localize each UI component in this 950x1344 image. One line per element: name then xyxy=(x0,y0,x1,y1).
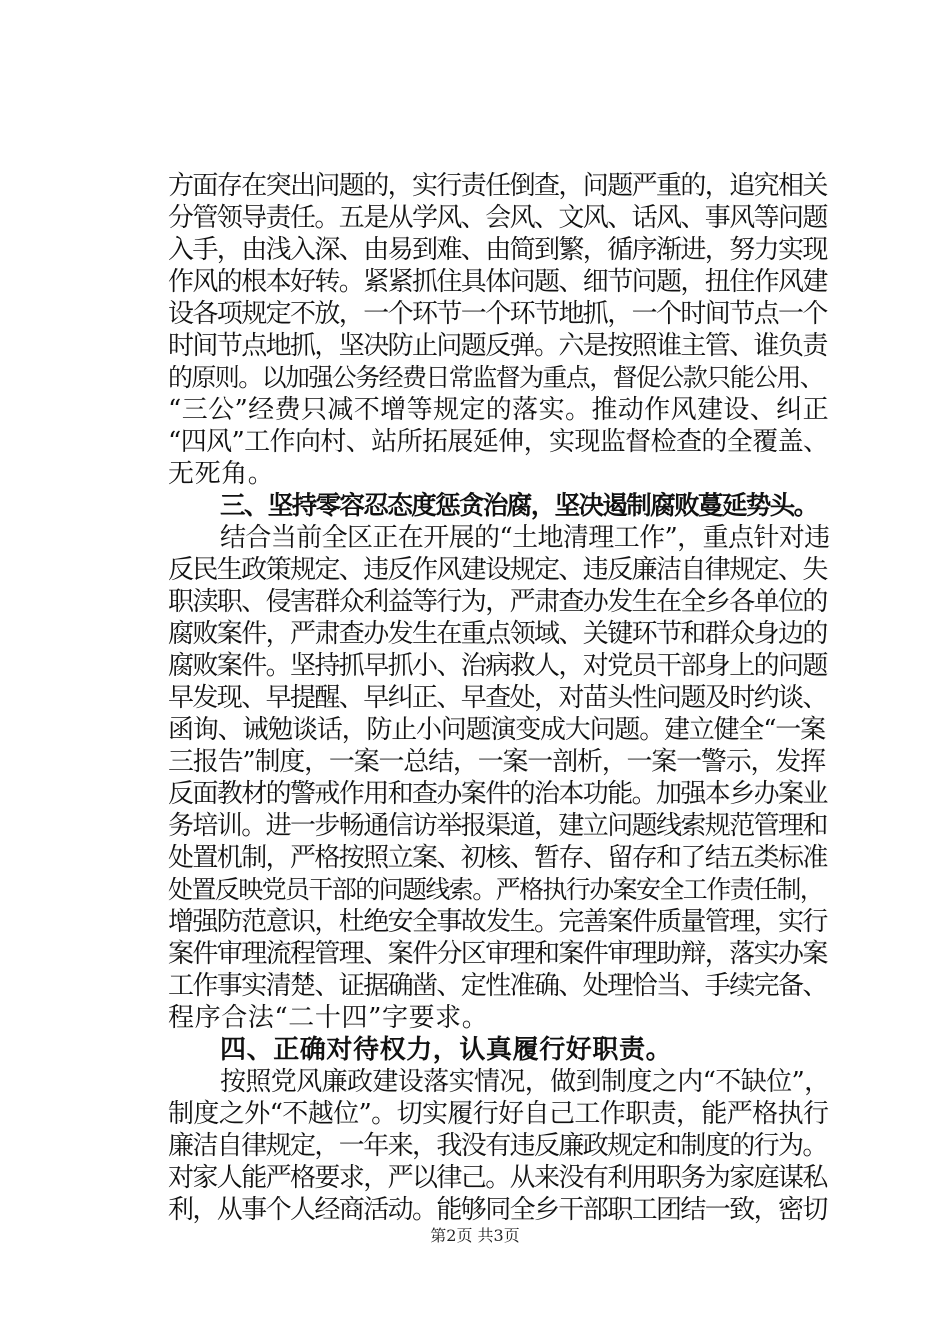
paragraph-line: 工作事实清楚、证据确凿、定性准确、处理恰当、手续完备、 xyxy=(168,971,827,1001)
paragraph-line: 增强防范意识，杜绝安全事故发生。完善案件质量管理，实行 xyxy=(168,907,827,937)
paragraph-line: 案件审理流程管理、案件分区审理和案件审理助辩，落实办案 xyxy=(168,939,827,969)
paragraph-line: 入手，由浅入深、由易到难、由简到繁，循序渐进，努力实现 xyxy=(168,235,827,265)
paragraph-line: 分管领导责任。五是从学风、会风、文风、话风、事风等问题 xyxy=(168,203,827,233)
paragraph-line: 廉洁自律规定，一年来，我没有违反廉政规定和制度的行为。 xyxy=(168,1131,827,1161)
paragraph-line: “四风”工作向村、站所拓展延伸，实现监督检查的全覆盖、 xyxy=(168,427,829,457)
paragraph-line: 的原则。以加强公务经费日常监督为重点，督促公款只能公用、 xyxy=(168,363,824,392)
page-footer: 第2页 共3页 xyxy=(430,1226,520,1245)
section-heading: 四、正确对待权力，认真履行好职责。 xyxy=(220,1035,673,1065)
paragraph-line: 作风的根本好转。紧紧抓住具体问题、细节问题，扭住作风建 xyxy=(168,267,827,297)
paragraph-line: 无死角。 xyxy=(168,459,275,489)
paragraph-line: 三报告”制度，一案一总结，一案一剖析，一案一警示，发挥 xyxy=(168,747,825,777)
paragraph-line: 方面存在突出问题的，实行责任倒查，问题严重的，追究相关 xyxy=(168,171,827,201)
paragraph-line: 早发现、早提醒、早纠正、早查处，对苗头性问题及时约谈、 xyxy=(168,683,827,713)
paragraph-line: 时间节点地抓，坚决防止问题反弹。六是按照谁主管、谁负责 xyxy=(168,331,827,361)
paragraph-line: 设各项规定不放，一个环节一个环节地抓，一个时间节点一个 xyxy=(168,299,827,329)
paragraph-line: 腐败案件，严肃查办发生在重点领域、关键环节和群众身边的 xyxy=(168,619,827,649)
paragraph-line: 反民生政策规定、违反作风建设规定、违反廉洁自律规定、失 xyxy=(168,555,827,585)
paragraph-line: 制度之外“不越位”。切实履行好自己工作职责，能严格执行 xyxy=(168,1099,829,1129)
paragraph-line: 利，从事个人经商活动。能够同全乡干部职工团结一致，密切 xyxy=(168,1195,827,1225)
paragraph-line: 程序合法“二十四”字要求。 xyxy=(168,1003,489,1033)
paragraph-line: 处置机制，严格按照立案、初核、暂存、留存和了结五类标准 xyxy=(168,843,827,873)
paragraph-line: 职渎职、侵害群众利益等行为，严肃查办发生在全乡各单位的 xyxy=(168,587,827,617)
paragraph-line: 对家人能严格要求，严以律己。从来没有利用职务为家庭谋私 xyxy=(168,1163,827,1193)
paragraph-line: 处置反映党员干部的问题线索。严格执行办案安全工作责任制， xyxy=(168,875,824,904)
paragraph-line: 反面教材的警戒作用和查办案件的治本功能。加强本乡办案业 xyxy=(168,779,827,809)
document-body xyxy=(168,170,828,1226)
paragraph-line: 务培训。进一步畅通信访举报渠道，建立问题线索规范管理和 xyxy=(168,811,827,841)
paragraph-line: 腐败案件。坚持抓早抓小、治病救人，对党员干部身上的问题 xyxy=(168,651,827,681)
paragraph-line: 函询、诫勉谈话，防止小问题演变成大问题。建立健全“一案 xyxy=(168,715,825,745)
paragraph-line: “三公”经费只减不增等规定的落实。推动作风建设、纠正 xyxy=(168,395,829,425)
paragraph-line: 按照党风廉政建设落实情况，做到制度之内“不缺位”， xyxy=(220,1067,830,1097)
section-heading: 三、坚持零容忍态度惩贪治腐，坚决遏制腐败蔓延势头。 xyxy=(220,491,818,521)
paragraph-line: 结合当前全区正在开展的“土地清理工作”，重点针对违 xyxy=(220,523,830,553)
